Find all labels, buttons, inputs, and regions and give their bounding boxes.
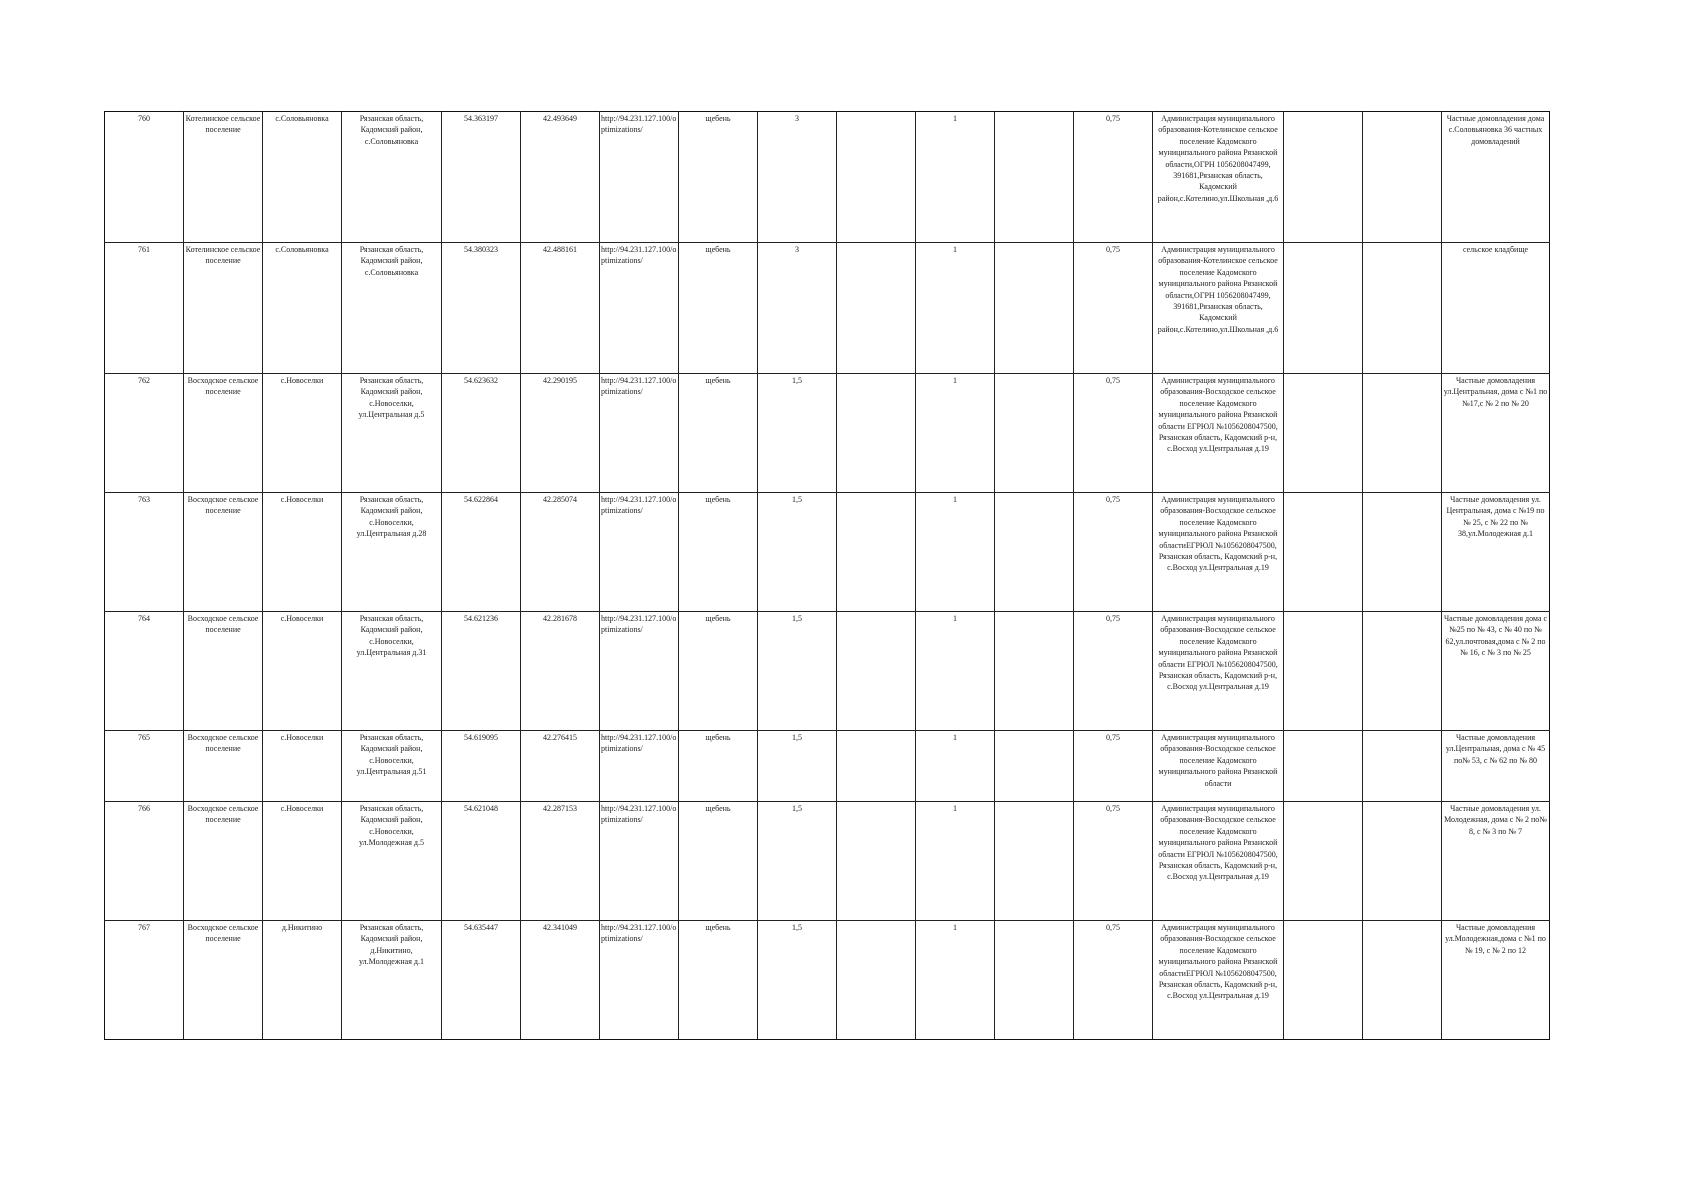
area-cell: 3	[758, 243, 837, 374]
empty-cell	[995, 374, 1074, 493]
owner-cell: Администрация муниципального образования-Восходское сельское поселение Кадомского муниципального района Рязанской областиЕГРЮЛ №1056208047500, Рязанская область, Кадомский р-н, с.Восход ул.Центральная д.19	[1153, 921, 1284, 1040]
longitude-cell: 42.276415	[521, 731, 600, 802]
surface-type-cell: щебень	[679, 493, 758, 612]
container-count-cell: 1	[916, 243, 995, 374]
latitude-cell: 54.622864	[442, 493, 521, 612]
waste-sources-cell: Частные домовладения ул.Молодежная,дома с №1 по № 19, с № 2 по 12	[1442, 921, 1550, 1040]
address-cell: Рязанская область, Кадомский район, с.Соловьяновка	[342, 243, 442, 374]
row-number-cell: 760	[105, 112, 184, 243]
container-volume-cell: 0,75	[1074, 112, 1153, 243]
waste-sources-cell: Частные домовладения ул.Центральная, дома с № 45 по№ 53, с № 62 по № 80	[1442, 731, 1550, 802]
longitude-cell: 42.290195	[521, 374, 600, 493]
container-volume-cell: 0,75	[1074, 612, 1153, 731]
empty-cell	[1363, 243, 1442, 374]
empty-cell	[1363, 612, 1442, 731]
settlement-cell: Восходское сельское поселение	[184, 802, 263, 921]
map-link-cell: http://94.231.127.100/optimizations/	[600, 243, 679, 374]
container-volume-cell: 0,75	[1074, 243, 1153, 374]
area-cell: 1,5	[758, 731, 837, 802]
row-number-cell: 762	[105, 374, 184, 493]
longitude-cell: 42.281678	[521, 612, 600, 731]
container-volume-cell: 0,75	[1074, 493, 1153, 612]
container-volume-cell: 0,75	[1074, 802, 1153, 921]
settlement-cell: Восходское сельское поселение	[184, 731, 263, 802]
empty-cell	[1284, 731, 1363, 802]
area-cell: 1,5	[758, 374, 837, 493]
locality-cell: с.Новоселки	[263, 374, 342, 493]
table-row	[105, 612, 1550, 731]
empty-cell	[837, 921, 916, 1040]
container-count-cell: 1	[916, 374, 995, 493]
settlement-cell: Котелинское сельское поселение	[184, 112, 263, 243]
surface-type-cell: щебень	[679, 802, 758, 921]
map-link-cell: http://94.231.127.100/optimizations/	[600, 374, 679, 493]
owner-cell: Администрация муниципального образования-Котелинское сельское поселение Кадомского муниципального района Рязанской области,ОГРН 1056208047499, 391681,Рязанская область, Кадомский район,с.Котелино,ул.Школьная ,д.6	[1153, 243, 1284, 374]
empty-cell	[837, 612, 916, 731]
row-number-cell: 765	[105, 731, 184, 802]
latitude-cell: 54.623632	[442, 374, 521, 493]
latitude-cell: 54.363197	[442, 112, 521, 243]
empty-cell	[1363, 731, 1442, 802]
owner-cell: Администрация муниципального образования-Восходское сельское поселение Кадомского муниципального района Рязанской области ЕГРЮЛ №1056208047500, Рязанская область, Кадомский р-н, с.Восход ул.Центральная д.19	[1153, 374, 1284, 493]
empty-cell	[837, 243, 916, 374]
settlement-cell: Восходское сельское поселение	[184, 612, 263, 731]
area-cell: 3	[758, 112, 837, 243]
owner-cell: Администрация муниципального образования-Восходское сельское поселение Кадомского муниципального района Рязанской областиЕГРЮЛ №1056208047500, Рязанская область, Кадомский р-н, с.Восход ул.Центральная д.19	[1153, 493, 1284, 612]
empty-cell	[1363, 493, 1442, 612]
empty-cell	[837, 731, 916, 802]
locality-cell: с.Новоселки	[263, 612, 342, 731]
row-number-cell: 764	[105, 612, 184, 731]
settlement-cell: Восходское сельское поселение	[184, 493, 263, 612]
waste-sources-cell: Частные домовладения ул. Центральная, дома с №19 по № 25, с № 22 по № 38,ул.Молодежная д.1	[1442, 493, 1550, 612]
container-count-cell: 1	[916, 493, 995, 612]
empty-cell	[1284, 802, 1363, 921]
row-number-cell: 767	[105, 921, 184, 1040]
container-volume-cell: 0,75	[1074, 731, 1153, 802]
empty-cell	[1284, 112, 1363, 243]
latitude-cell: 54.380323	[442, 243, 521, 374]
empty-cell	[995, 112, 1074, 243]
empty-cell	[1363, 802, 1442, 921]
map-link-cell: http://94.231.127.100/optimizations/	[600, 921, 679, 1040]
container-count-cell: 1	[916, 921, 995, 1040]
empty-cell	[995, 921, 1074, 1040]
latitude-cell: 54.621048	[442, 802, 521, 921]
locality-cell: д.Никитино	[263, 921, 342, 1040]
map-link-cell: http://94.231.127.100/optimizations/	[600, 112, 679, 243]
map-link-cell: http://94.231.127.100/optimizations/	[600, 802, 679, 921]
empty-cell	[995, 612, 1074, 731]
empty-cell	[1284, 921, 1363, 1040]
longitude-cell: 42.493649	[521, 112, 600, 243]
latitude-cell: 54.621236	[442, 612, 521, 731]
owner-cell: Администрация муниципального образования-Котелинское сельское поселение Кадомского муниципального района Рязанской области,ОГРН 1056208047499, 391681,Рязанская область, Кадомский район,с.Котелино,ул.Школьная ,д.6	[1153, 112, 1284, 243]
waste-sites-registry-table	[104, 111, 1550, 1040]
container-count-cell: 1	[916, 802, 995, 921]
container-count-cell: 1	[916, 112, 995, 243]
surface-type-cell: щебень	[679, 731, 758, 802]
table-row	[105, 731, 1550, 802]
empty-cell	[995, 493, 1074, 612]
table-row	[105, 374, 1550, 493]
owner-cell: Администрация муниципального образования-Восходское сельское поселение Кадомского муниципального района Рязанской области ЕГРЮЛ №1056208047500, Рязанская область, Кадомский р-н, с.Восход ул.Центральная д.19	[1153, 802, 1284, 921]
surface-type-cell: щебень	[679, 112, 758, 243]
container-volume-cell: 0,75	[1074, 921, 1153, 1040]
longitude-cell: 42.488161	[521, 243, 600, 374]
table-row	[105, 921, 1550, 1040]
surface-type-cell: щебень	[679, 612, 758, 731]
latitude-cell: 54.619095	[442, 731, 521, 802]
address-cell: Рязанская область, Кадомский район, с.Соловьяновка	[342, 112, 442, 243]
address-cell: Рязанская область, Кадомский район, с.Новоселки, ул.Центральная д.31	[342, 612, 442, 731]
empty-cell	[837, 802, 916, 921]
waste-sources-cell: Частные домовладения ул.Центральная, дома с №1 по №17,с № 2 по № 20	[1442, 374, 1550, 493]
locality-cell: с.Новоселки	[263, 802, 342, 921]
longitude-cell: 42.341049	[521, 921, 600, 1040]
empty-cell	[1284, 612, 1363, 731]
longitude-cell: 42.287153	[521, 802, 600, 921]
empty-cell	[837, 493, 916, 612]
table-row	[105, 112, 1550, 243]
locality-cell: с.Соловьяновка	[263, 112, 342, 243]
address-cell: Рязанская область, Кадомский район, с.Новоселки, ул.Молодежная д.5	[342, 802, 442, 921]
address-cell: Рязанская область, Кадомский район, с.Новоселки, ул.Центральная д.5	[342, 374, 442, 493]
table-body	[105, 112, 1550, 1040]
locality-cell: с.Новоселки	[263, 731, 342, 802]
address-cell: Рязанская область, Кадомский район, с.Новоселки, ул.Центральная д.28	[342, 493, 442, 612]
empty-cell	[1284, 243, 1363, 374]
waste-sources-cell: сельское кладбище	[1442, 243, 1550, 374]
locality-cell: с.Соловьяновка	[263, 243, 342, 374]
empty-cell	[837, 112, 916, 243]
owner-cell: Администрация муниципального образования-Восходское сельское поселение Кадомского муниципального района Рязанской области ЕГРЮЛ №1056208047500, Рязанская область, Кадомский р-н, с.Восход ул.Центральная д.19	[1153, 612, 1284, 731]
empty-cell	[995, 243, 1074, 374]
table-row	[105, 493, 1550, 612]
empty-cell	[995, 731, 1074, 802]
longitude-cell: 42.285074	[521, 493, 600, 612]
locality-cell: с.Новоселки	[263, 493, 342, 612]
container-count-cell: 1	[916, 731, 995, 802]
owner-cell: Администрация муниципального образования-Восходское сельское поселение Кадомского муниципального района Рязанской области	[1153, 731, 1284, 802]
area-cell: 1,5	[758, 921, 837, 1040]
latitude-cell: 54.635447	[442, 921, 521, 1040]
empty-cell	[1284, 374, 1363, 493]
empty-cell	[1363, 921, 1442, 1040]
area-cell: 1,5	[758, 612, 837, 731]
address-cell: Рязанская область, Кадомский район, д.Никитино, ул.Молодежная д.1	[342, 921, 442, 1040]
map-link-cell: http://94.231.127.100/optimizations/	[600, 612, 679, 731]
waste-sources-cell: Частные домовладения дома с.Соловьяновка 36 частных домовладений	[1442, 112, 1550, 243]
empty-cell	[1363, 112, 1442, 243]
row-number-cell: 763	[105, 493, 184, 612]
container-volume-cell: 0,75	[1074, 374, 1153, 493]
row-number-cell: 766	[105, 802, 184, 921]
map-link-cell: http://94.231.127.100/optimizations/	[600, 731, 679, 802]
settlement-cell: Восходское сельское поселение	[184, 921, 263, 1040]
map-link-cell: http://94.231.127.100/optimizations/	[600, 493, 679, 612]
area-cell: 1,5	[758, 493, 837, 612]
empty-cell	[837, 374, 916, 493]
area-cell: 1,5	[758, 802, 837, 921]
waste-sources-cell: Частные домовладения дома с №25 по № 43, с № 40 по № 62,ул.почтовая,дома с № 2 по № 16, с № 3 по № 25	[1442, 612, 1550, 731]
surface-type-cell: щебень	[679, 921, 758, 1040]
empty-cell	[1363, 374, 1442, 493]
empty-cell	[1284, 493, 1363, 612]
settlement-cell: Восходское сельское поселение	[184, 374, 263, 493]
surface-type-cell: щебень	[679, 243, 758, 374]
empty-cell	[995, 802, 1074, 921]
table-row	[105, 243, 1550, 374]
table-row	[105, 802, 1550, 921]
container-count-cell: 1	[916, 612, 995, 731]
row-number-cell: 761	[105, 243, 184, 374]
surface-type-cell: щебень	[679, 374, 758, 493]
address-cell: Рязанская область, Кадомский район, с.Новоселки, ул.Центральная д.51	[342, 731, 442, 802]
settlement-cell: Котелинское сельское поселение	[184, 243, 263, 374]
waste-sources-cell: Частные домовладения ул. Молодежная, дома с № 2 по№ 8, с № 3 по № 7	[1442, 802, 1550, 921]
